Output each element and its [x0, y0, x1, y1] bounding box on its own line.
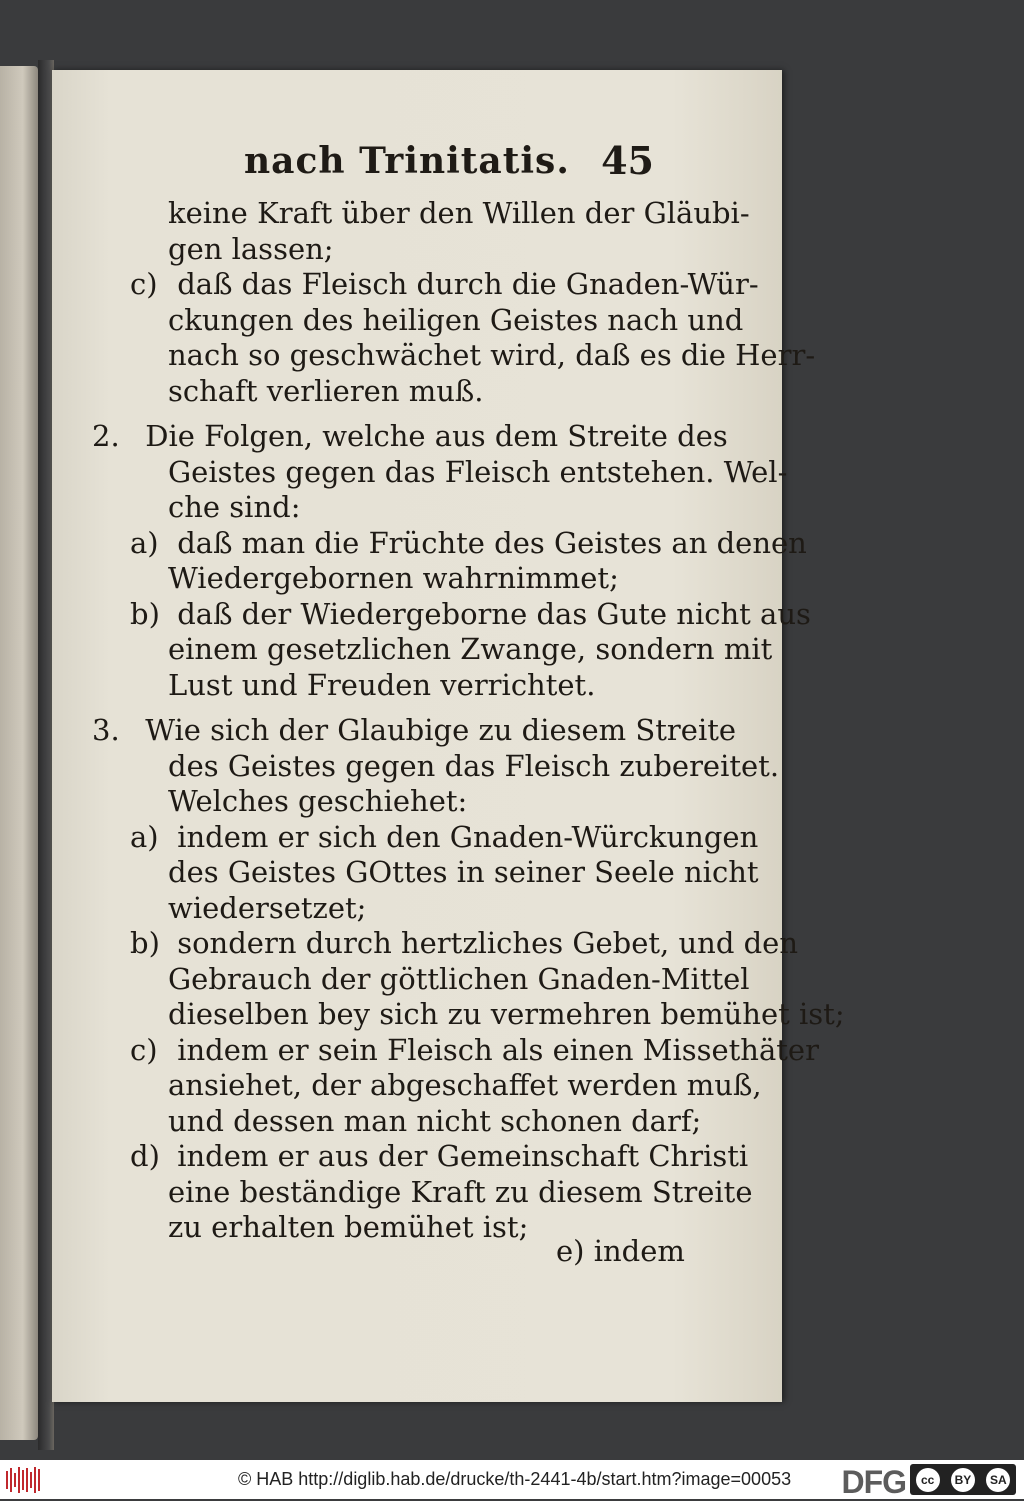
dfg-logo[interactable]: DFG: [841, 1464, 906, 1500]
item-marker: b): [130, 926, 160, 960]
text-line: daß das Fleisch durch die Gnaden-Wür-: [177, 267, 759, 301]
item-number: 3.: [92, 713, 120, 747]
list-item: [92, 267, 759, 303]
item-marker: c): [130, 1032, 158, 1067]
text-line: indem er sich den Gnaden-Würckungen: [177, 819, 759, 854]
text-line: einem gesetzlichen Zwange, sondern mit: [168, 632, 773, 666]
page-header: [244, 136, 664, 192]
text-line: ansiehet, der abgeschaffet werden muß,: [168, 1068, 762, 1102]
text-line: eine beständige Kraft zu diesem Streite: [168, 1174, 753, 1209]
text-line: Die Folgen, welche aus dem Streite des: [145, 419, 728, 453]
text-line: daß man die Früchte des Geistes an denen: [177, 525, 807, 560]
list-item: [92, 596, 811, 633]
item-marker: a): [130, 819, 159, 854]
text-line: ckungen des heiligen Geistes nach und: [168, 302, 744, 337]
running-title: nach Trinitatis.: [244, 140, 570, 182]
text-line: indem er sein Fleisch als einen Missethäter: [177, 1032, 819, 1067]
numbered-item: [92, 713, 737, 749]
item-marker: d): [130, 1139, 160, 1173]
list-item: [92, 1139, 749, 1175]
list-item: [92, 819, 759, 856]
text-line: dieselben bey sich zu vermehren bemühet ist;: [168, 997, 845, 1031]
copyright-link[interactable]: © HAB http://diglib.hab.de/drucke/th-2441-4b/start.htm?image=00053: [238, 1469, 792, 1489]
share-alike-icon: SA: [986, 1468, 1010, 1492]
viewer-footer: [0, 1460, 1024, 1499]
text-line: sondern durch hertzliches Gebet, und den: [177, 926, 799, 960]
text-line: Wiedergebornen wahrnimmet;: [168, 561, 619, 595]
list-item: [92, 1032, 819, 1069]
adjacent-page-edge: [0, 66, 38, 1440]
text-line: Welches geschiehet:: [168, 784, 468, 818]
page-body: [92, 196, 845, 1246]
text-line: Gebrauch der göttlichen Gnaden-Mittel: [168, 961, 750, 996]
list-item: [92, 926, 799, 962]
text-line: Geistes gegen das Fleisch entstehen. Wel-: [168, 454, 788, 489]
cc-icon: cc: [916, 1468, 940, 1492]
numbered-item: [92, 419, 728, 455]
cc-license-badge[interactable]: [910, 1464, 1016, 1495]
catchword: e) indem: [556, 1234, 685, 1268]
text-line: des Geistes GOttes in seiner Seele nicht: [168, 855, 759, 889]
list-item: [92, 525, 807, 562]
text-line: wiedersetzet;: [168, 890, 367, 925]
text-line: gen lassen;: [168, 231, 334, 266]
text-line: Lust und Freuden verrichtet.: [168, 667, 596, 702]
item-number: 2.: [92, 419, 120, 453]
text-line: und dessen man nicht schonen darf;: [168, 1103, 702, 1138]
hab-logo-icon[interactable]: [6, 1466, 46, 1494]
text-line: zu erhalten bemühet ist;: [168, 1210, 529, 1244]
text-line: indem er aus der Gemeinschaft Christi: [177, 1139, 749, 1173]
attribution-icon: BY: [951, 1468, 975, 1492]
text-line: schaft verlieren muß.: [168, 373, 484, 408]
text-line: Wie sich der Glaubige zu diesem Streite: [145, 713, 737, 747]
text-line: daß der Wiedergeborne das Gute nicht aus: [177, 596, 811, 631]
item-marker: c): [130, 267, 158, 301]
item-marker: b): [130, 596, 160, 631]
text-line: des Geistes gegen das Fleisch zubereitet.: [168, 748, 780, 783]
text-line: nach so geschwächet wird, daß es die Herr-: [168, 338, 816, 372]
item-marker: a): [130, 525, 159, 560]
page-number: 45: [601, 138, 654, 183]
text-line: che sind:: [168, 490, 301, 524]
text-line: keine Kraft über den Willen der Gläubi-: [168, 196, 750, 230]
